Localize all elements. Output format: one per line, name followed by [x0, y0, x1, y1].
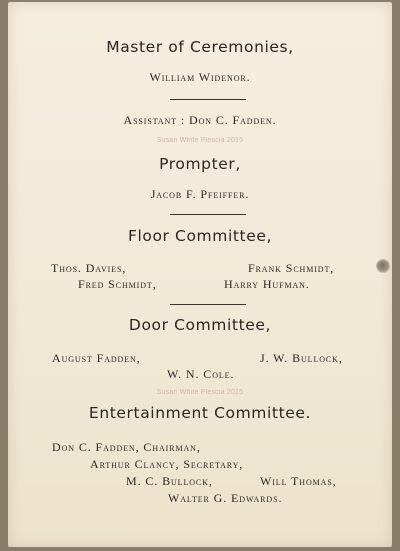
floor-committee-heading: Floor Committee,: [127, 227, 273, 245]
floor-committee-member: Thos. Davies,: [51, 261, 127, 275]
floor-committee-member: Fred Schmidt,: [78, 277, 157, 291]
door-committee-member: W. N. Cole.: [167, 367, 235, 381]
master-of-ceremonies-name: William Widenor.: [149, 70, 251, 84]
prompter-name: Jacob F. Pfeiffer.: [150, 187, 250, 201]
divider: [170, 304, 246, 305]
floor-committee-member: Frank Schmidt,: [248, 261, 335, 275]
entertainment-committee-member: Arthur Clancy, Secretary,: [90, 457, 244, 471]
prompter-heading: Prompter,: [159, 155, 241, 173]
entertainment-committee-member: Will Thomas,: [260, 474, 337, 488]
door-committee-heading: Door Committee,: [128, 316, 272, 334]
floor-committee-member: Harry Hufman.: [224, 277, 310, 291]
watermark: Susan White Plescia 2015: [156, 137, 244, 144]
program-card: [8, 2, 392, 547]
divider: [170, 214, 246, 215]
door-committee-member: J. W. Bullock,: [260, 351, 343, 365]
punch-hole: [377, 260, 389, 272]
assistant-line: Assistant : Don C. Fadden.: [123, 113, 277, 127]
entertainment-committee-member: Walter G. Edwards.: [168, 491, 283, 505]
master-of-ceremonies-heading: Master of Ceremonies,: [106, 38, 294, 56]
entertainment-committee-member: M. C. Bullock,: [126, 474, 213, 488]
watermark: Susan White Plescia 2015: [156, 389, 244, 396]
entertainment-committee-member: Don C. Fadden, Chairman,: [52, 440, 201, 454]
divider: [170, 99, 246, 100]
door-committee-member: August Fadden,: [52, 351, 141, 365]
entertainment-committee-heading: Entertainment Committee.: [88, 404, 312, 422]
